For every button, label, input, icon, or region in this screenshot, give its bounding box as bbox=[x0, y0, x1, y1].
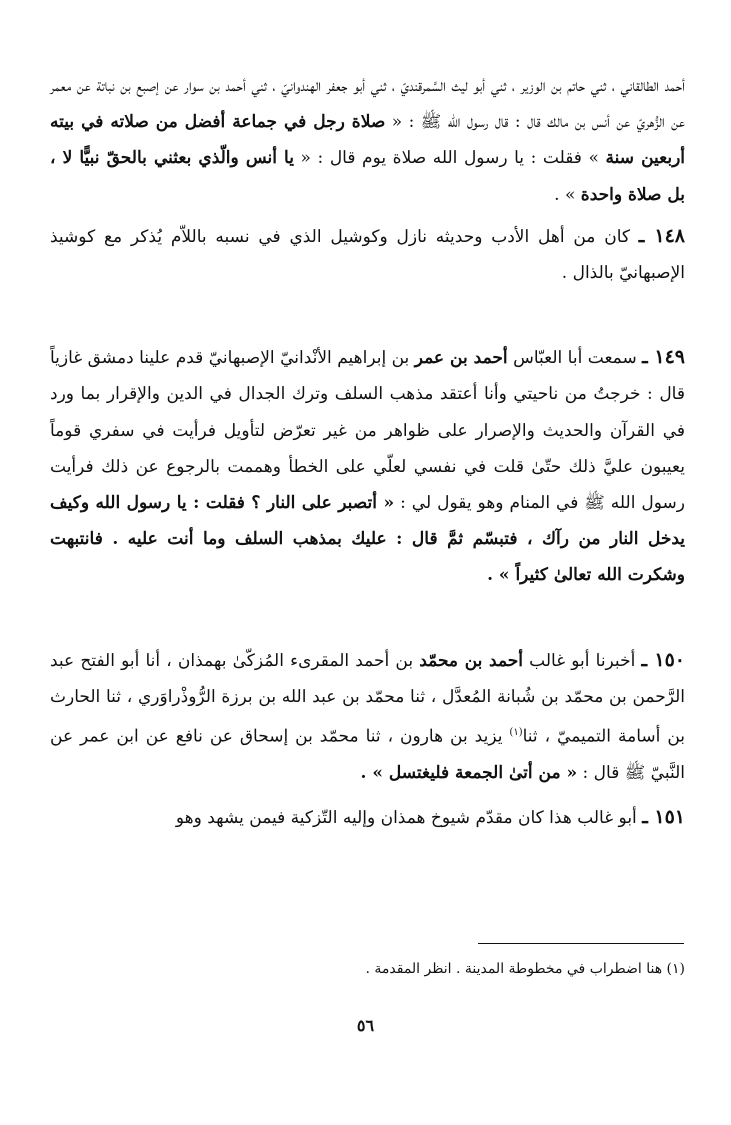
footnote: (١) هنا اضطراب في مخطوطة المدينة . انظر المقدمة . bbox=[365, 961, 685, 977]
entry-149-number: ١٤٩ ـ bbox=[642, 346, 685, 369]
entry-147-text-3: » . bbox=[554, 184, 576, 205]
entry-148-number: ١٤٨ ـ bbox=[638, 224, 685, 247]
section-marker-75 bbox=[50, 299, 685, 335]
entry-148-text: كان من أهل الأدب وحديثه نازل وكوشيل الذي في نسبه باللاّم يُذكر مع كوشيذ الإصبهانيّ بالذال . bbox=[50, 226, 685, 284]
entry-151 bbox=[50, 799, 685, 836]
entry-148 bbox=[50, 218, 685, 291]
entry-147-text-2: » فقلت : يا رسول الله صلاة يوم قال : « bbox=[300, 148, 599, 169]
entry-150-text-2: بن أحمد المقرىء المُزكّىٰ بهمذان ، أنا أبو الفتح عبد الرَّحمن بن محمّد بن شُبانة المُعدَّل ، ثنا محمّد بن عبد الله بن برزة الرُّوذْراوَري ، ثنا الحارث بن أسامة التميميّ ، ثنا bbox=[50, 650, 686, 747]
entry-150-text-3: يزيد بن هارون ، ثنا محمّد بن إسحاق عن نافع عن ابن عمر عن النَّبيّ ﷺ قال : bbox=[50, 726, 685, 783]
entry-149-text-2: بن إبراهيم الأنْدانيّ الإصبهانيّ قدم علينا دمشق غازياً قال : خرجتُ من ناحيتي وأنا أعتقد مذهب السلف وترك الجدال في الدين والإقرار بما ورد في القرآن والحديث والإصرار على ظواهر من غير تعرّض لتأويل فرأيت في سفري قوماً يعيبون عليَّ ذلك حتّىٰ قلت في نفسي لعلّي على الخطأ وهممت بالرجوع عن ذلك فرأيت رسول الله ﷺ في المنام وهو يقول لي : bbox=[50, 348, 686, 514]
entry-149-text-1: سمعت أبا العبّاس bbox=[513, 348, 637, 369]
entry-150-number: ١٥٠ ـ bbox=[641, 648, 686, 671]
entry-149 bbox=[50, 339, 685, 593]
entry-150 bbox=[50, 642, 685, 791]
footnote-divider bbox=[478, 943, 684, 944]
entry-150-text-1: أخبرنا أبو غالب bbox=[529, 650, 636, 671]
entry-151-number: ١٥١ ـ bbox=[642, 806, 685, 829]
entry-149-dream: « أتصبر على النار ؟ فقلت : يا رسول الله وكيف يدخل النار من رآك ، فتبسّم ثمَّ قال : عليك بمذهب السلف وما أنت عليه . فانتبهت وشكرت الله تعالىٰ كثيراً » . bbox=[50, 493, 685, 586]
section-marker-76 bbox=[50, 602, 685, 638]
entry-147-continuation bbox=[50, 68, 685, 213]
entry-147-text-1: أحمد الطالقاني ، ثني حاتم بن الوزير ، ثني أبو ليث السَّمرقنديّ ، ثني أبو جعفر الهندوانيّ ، ثني أحمد بن سوار عن إصبع بن نباتة عن معمر عن الزُّهريّ عن أنس بن مالك قال : قال رسول الله ﷺ : « bbox=[50, 76, 685, 133]
page-body bbox=[50, 68, 685, 840]
entry-150-hadith: « من أتىٰ الجمعة فليغتسل » . bbox=[360, 762, 578, 783]
entry-147-hadith-1: صلاة رجل في جماعة أفضل من صلاته في بيته أربعين سنة bbox=[50, 112, 686, 169]
entry-151-text: أبو غالب هذا كان مقدّم شيوخ همذان وإليه التّزكية فيمن يشهد وهو bbox=[175, 808, 637, 829]
entry-149-name: أحمد بن عمر bbox=[414, 348, 508, 369]
entry-147-hadith-2: يا أنس والّذي بعثني بالحقّ نبيًّا لا ، بل صلاة واحدة bbox=[50, 148, 685, 205]
footnote-marker: (١) bbox=[509, 727, 523, 739]
page-number: ٥٦ bbox=[356, 1016, 375, 1035]
entry-150-name: أحمد بن محمّد bbox=[419, 650, 524, 671]
